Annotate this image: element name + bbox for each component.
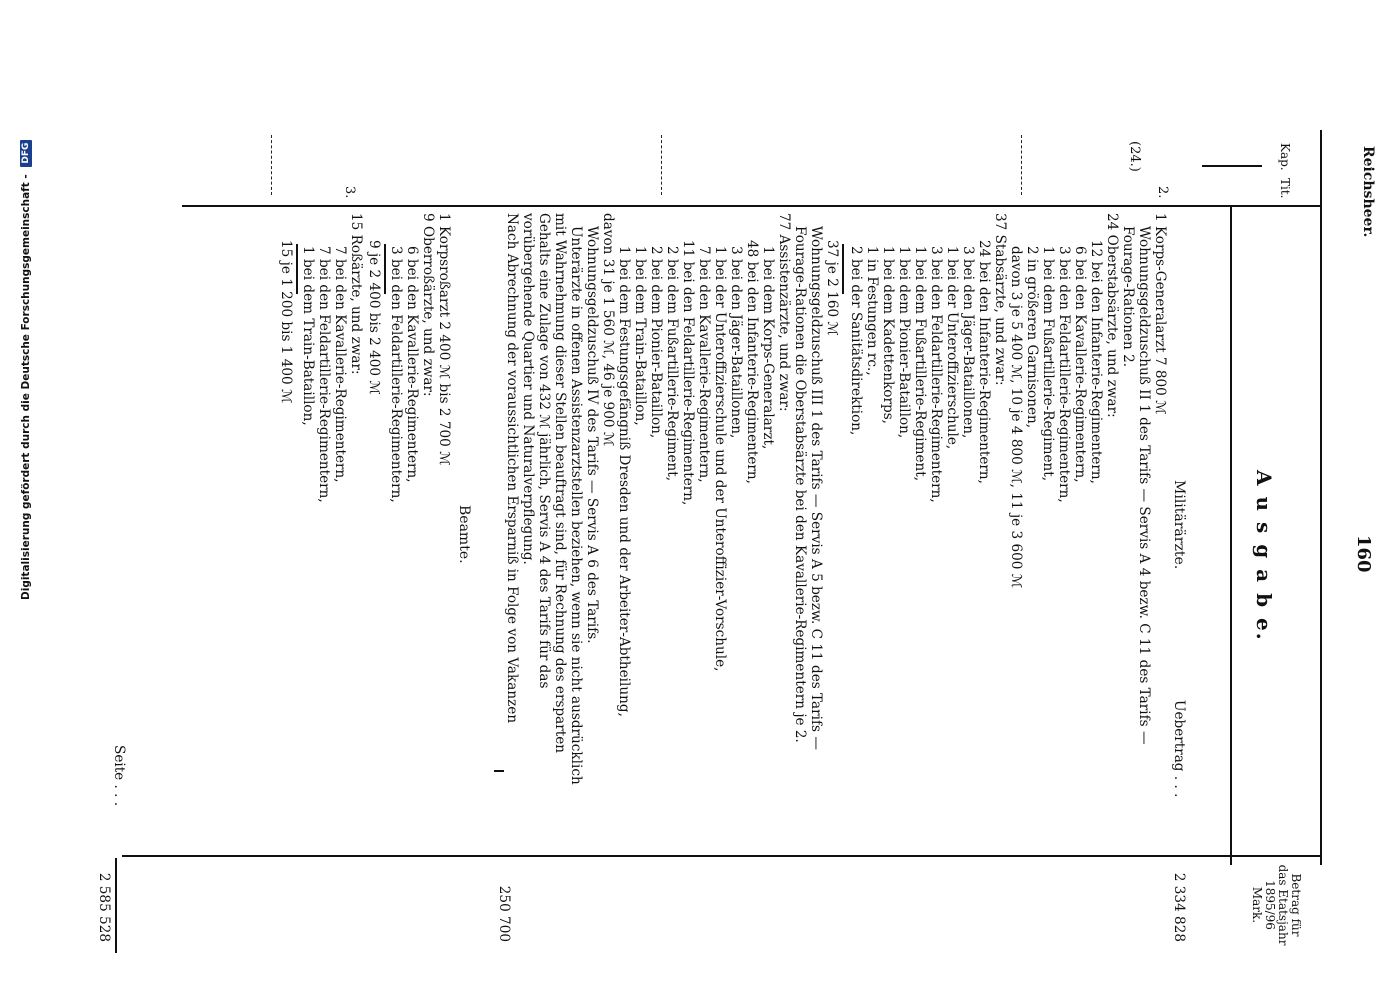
- text-line: davon 3 je 5 400 ℳ, 10 je 4 800 ℳ, 11 je 3 600 ℳ: [1008, 246, 1024, 589]
- text-line: 1 bei dem Korps-Generalarzt,: [760, 246, 776, 450]
- text-line: Wohnungsgeldzuschuß III 1 des Tarifs — Servis A 5 bezw. C 11 des Tarifs —: [808, 226, 824, 750]
- text-line: 7 bei den Kavallerie-Regimentern,: [332, 246, 348, 483]
- text-line: 1 bei dem Fußartillerie-Regiment,: [1040, 246, 1056, 482]
- sum-rule: [384, 244, 386, 294]
- text-line: 9 Oberroßärzte, und zwar:: [420, 213, 436, 397]
- dashed-rule: [271, 135, 272, 195]
- text-line: 6 bei den Kavallerie-Regimentern,: [404, 246, 420, 483]
- text-line: 1 bei dem Train-Bataillon,: [632, 246, 648, 426]
- text-line: davon 31 je 1 560 ℳ, 46 je 900 ℳ: [600, 213, 616, 447]
- kap-value: (24.): [1127, 141, 1142, 172]
- uebertrag-amount: 2 334 828: [1171, 872, 1187, 942]
- text-line: 7 bei den Kavallerie-Regimentern,: [696, 246, 712, 483]
- uebertrag-label: Uebertrag . . .: [1171, 700, 1187, 798]
- sum-rule: [296, 244, 298, 294]
- text-line: Unterärzte in offenen Assistenzarztstellen beziehen, wenn sie nicht ausdrücklich: [568, 226, 584, 785]
- text-line: 1 bei dem Fußartillerie-Regiment,: [912, 246, 928, 482]
- text-line: 7 bei den Feldartillerie-Regimentern,: [316, 246, 332, 503]
- text-line: 2 bei der Sanitätsdirektion,: [848, 246, 864, 436]
- text-line: 1 in Festungen rc.,: [864, 246, 880, 376]
- text-line: 2 bei dem Fußartillerie-Regiment,: [664, 246, 680, 482]
- page-total-amount: 2 585 528: [96, 872, 112, 942]
- tit-value: 2.: [1155, 186, 1170, 199]
- text-line: Fourage-Rationen die Oberstabsärzte bei den Kavallerie-Regimentern je 2.: [792, 226, 808, 743]
- text-line: 3 bei den Feldartillerie-Regimentern,: [928, 246, 944, 503]
- amount-header: [1250, 855, 1302, 955]
- text-line: 1 bei der Unteroffizierschule und der Unteroffizier-Vorschule,: [712, 246, 728, 672]
- text-line: Wohnungsgeldzuschuß IV des Tarifs — Servis A 6 des Tarifs.: [584, 226, 600, 644]
- text-line: 1 bei der Unteroffizierschule,: [944, 246, 960, 450]
- digitization-note: [20, 140, 32, 600]
- text-line: 24 Oberstabsärzte, und zwar:: [1104, 213, 1120, 418]
- text-line: 12 bei den Infanterie-Regimentern,: [1088, 240, 1104, 484]
- text-line: 1 Korps-Generalarzt 7 800 ℳ: [1152, 213, 1168, 415]
- bracket-rule: [494, 770, 504, 772]
- text-line: 77 Assistenzärzte, und zwar:: [776, 213, 792, 412]
- text-line: Gehalts eine Zulage von 432 ℳ jährlich, Servis A 4 des Tarifs für das: [536, 213, 552, 689]
- text-line: 9 je 2 400 bis 2 400 ℳ: [366, 240, 382, 395]
- text-line: 15 Roßärzte, und zwar:: [348, 213, 364, 375]
- subsection-heading: Beamte.: [456, 505, 472, 564]
- col-tit-label: Tit.: [1278, 178, 1292, 199]
- text-line: 1 bei dem Kadettenkorps,: [880, 246, 896, 424]
- rule-kap-tit: [1202, 165, 1262, 167]
- seite-label: Seite . . .: [111, 745, 127, 807]
- amount-header-line: Betrag für: [1289, 873, 1303, 937]
- text-line: 2 bei dem Pionier-Bataillon,: [648, 246, 664, 439]
- text-line: 1 bei dem Train-Bataillon,: [300, 246, 316, 426]
- text-line: 37 Stabsärzte, und zwar:: [992, 213, 1008, 386]
- text-line: 3 bei den Feldartillerie-Regimentern,: [1056, 246, 1072, 503]
- text-line: 2 in größeren Garnisonen,: [1024, 246, 1040, 429]
- digitization-text: Digitalisierung gefördert durch die Deutsche Forschungsgemeinschaft -: [20, 174, 32, 600]
- text-line: Fourage-Rationen 2.: [1120, 226, 1136, 368]
- sum-rule: [842, 244, 844, 294]
- rule-tit-body: [182, 205, 1322, 207]
- amount-header-line: Mark.: [1250, 886, 1264, 924]
- total-rule: [115, 858, 117, 953]
- text-line: 1 bei dem Festungsgefängniß Dresden und der Arbeiter-Abtheilung,: [616, 246, 632, 717]
- rule-header-bottom: [1230, 205, 1232, 865]
- running-head: Reichsheer.: [1360, 146, 1376, 238]
- subsection-heading: Militärärzte.: [1171, 480, 1187, 570]
- text-line: 48 bei den Infanterie-Regimentern,: [744, 240, 760, 484]
- text-line: mit Wahrnehmung dieser Stellen beauftragt sind, für Rechnung des ersparten: [552, 213, 568, 753]
- dashed-rule: [1021, 135, 1022, 195]
- dfg-logo: DFG: [20, 140, 32, 167]
- text-line: 11 bei den Feldartillerie-Regimentern,: [680, 240, 696, 506]
- text-line: 24 bei den Infanterie-Regimentern,: [976, 240, 992, 484]
- amount-header-line: das Etatsjahr: [1276, 864, 1290, 946]
- text-line: 1 Korpsroßarzt 2 400 ℳ bis 2 700 ℳ: [436, 213, 452, 466]
- text-line: 6 bei den Kavallerie-Regimentern,: [1072, 246, 1088, 483]
- text-line: 3 bei den Jäger-Bataillonen,: [960, 246, 976, 439]
- amount-header-line: 1895/96: [1263, 880, 1277, 930]
- section-title: A u s g a b e.: [1252, 470, 1276, 642]
- page-number: 160: [1353, 535, 1374, 573]
- text-line: 3 bei den Feldartillerie-Regimentern,: [388, 246, 404, 503]
- text-line: Nach Abrechnung der voraussichtlichen Ersparniß in Folge von Vakanzen: [504, 213, 520, 724]
- dashed-rule: [661, 135, 662, 195]
- text-line: Wohnungsgeldzuschuß II 1 des Tarifs — Servis A 4 bezw. C 11 des Tarifs —: [1136, 226, 1152, 745]
- col-kap-label: Kap.: [1278, 143, 1292, 171]
- text-line: 3 bei den Jäger-Bataillonen,: [728, 246, 744, 439]
- text-line: 1 bei dem Pionier-Bataillon,: [896, 246, 912, 439]
- rule-body-amount: [122, 855, 1322, 857]
- rule-top: [1320, 130, 1322, 865]
- text-line: vorübergehende Quartier und Naturalverpflegung.: [520, 213, 536, 565]
- text-line: 15 je 1 200 bis 1 400 ℳ: [278, 240, 294, 404]
- tit-value: 3.: [342, 186, 357, 199]
- subtotal-amount: 250 700: [496, 885, 512, 942]
- text-line: 37 je 2 160 ℳ: [824, 240, 840, 336]
